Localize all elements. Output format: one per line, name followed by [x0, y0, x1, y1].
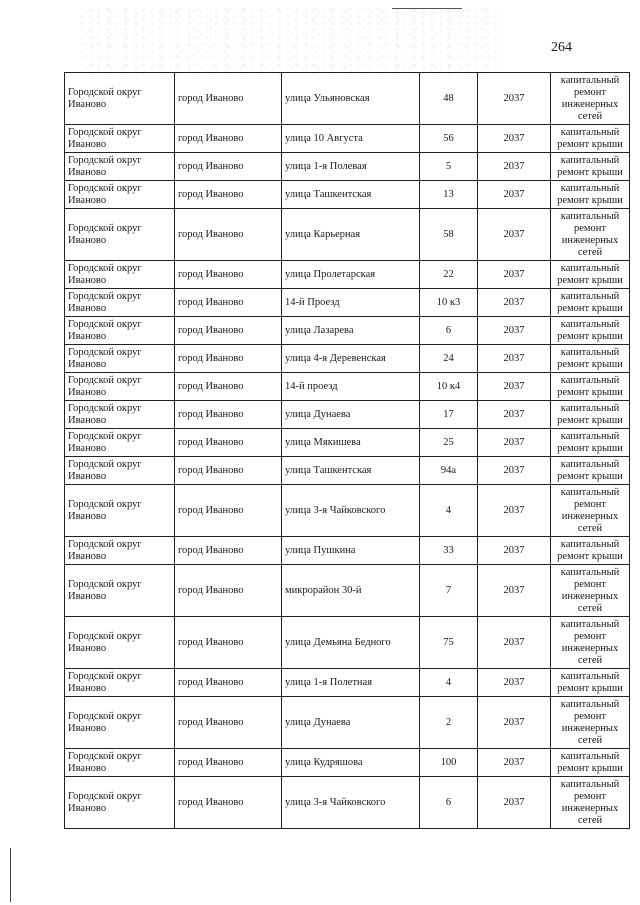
- cell-okrug: Городской округ Иваново: [65, 401, 175, 429]
- cell-house: 2: [420, 697, 478, 749]
- cell-okrug: Городской округ Иваново: [65, 317, 175, 345]
- cell-okrug: Городской округ Иваново: [65, 537, 175, 565]
- cell-work: капитальный ремонт крыши: [551, 429, 630, 457]
- cell-street: улица Кудряшова: [282, 749, 420, 777]
- cell-city: город Иваново: [175, 697, 282, 749]
- cell-house: 100: [420, 749, 478, 777]
- cell-street: улица Мякишева: [282, 429, 420, 457]
- cell-street: улица Дунаева: [282, 697, 420, 749]
- cell-street: улица Карьерная: [282, 209, 420, 261]
- cell-year: 2037: [478, 181, 551, 209]
- cell-work: капитальный ремонт крыши: [551, 181, 630, 209]
- cell-house: 58: [420, 209, 478, 261]
- table-row: [65, 429, 630, 457]
- table-row: [65, 317, 630, 345]
- cell-street: улица Ташкентская: [282, 457, 420, 485]
- cell-year: 2037: [478, 125, 551, 153]
- cell-okrug: Городской округ Иваново: [65, 73, 175, 125]
- cell-house: 24: [420, 345, 478, 373]
- cell-okrug: Городской округ Иваново: [65, 669, 175, 697]
- cell-city: город Иваново: [175, 457, 282, 485]
- cell-city: город Иваново: [175, 617, 282, 669]
- cell-house: 22: [420, 261, 478, 289]
- cell-work: капитальный ремонт инженерных сетей: [551, 565, 630, 617]
- cell-house: 7: [420, 565, 478, 617]
- table-row: [65, 153, 630, 181]
- cell-okrug: Городской округ Иваново: [65, 261, 175, 289]
- cell-house: 10 к4: [420, 373, 478, 401]
- cell-work: капитальный ремонт крыши: [551, 401, 630, 429]
- cell-city: город Иваново: [175, 261, 282, 289]
- cell-year: 2037: [478, 373, 551, 401]
- cell-okrug: Городской округ Иваново: [65, 345, 175, 373]
- cell-street: улица Дунаева: [282, 401, 420, 429]
- cell-year: 2037: [478, 317, 551, 345]
- cell-work: капитальный ремонт крыши: [551, 261, 630, 289]
- cell-work: капитальный ремонт инженерных сетей: [551, 617, 630, 669]
- cell-work: капитальный ремонт крыши: [551, 373, 630, 401]
- cell-okrug: Городской округ Иваново: [65, 777, 175, 829]
- cell-street: улица 4-я Деревенская: [282, 345, 420, 373]
- cell-year: 2037: [478, 457, 551, 485]
- cell-city: город Иваново: [175, 429, 282, 457]
- table-row: [65, 485, 630, 537]
- cell-year: 2037: [478, 345, 551, 373]
- cell-house: 48: [420, 73, 478, 125]
- cell-street: улица Ульяновская: [282, 73, 420, 125]
- table-row: [65, 261, 630, 289]
- cell-work: капитальный ремонт инженерных сетей: [551, 697, 630, 749]
- page-number: 264: [551, 40, 572, 55]
- cell-work: капитальный ремонт крыши: [551, 457, 630, 485]
- cell-okrug: Городской округ Иваново: [65, 429, 175, 457]
- cell-okrug: Городской округ Иваново: [65, 153, 175, 181]
- cell-street: улица 1-я Полевая: [282, 153, 420, 181]
- cell-okrug: Городской округ Иваново: [65, 181, 175, 209]
- scan-artifacts: [80, 8, 500, 78]
- cell-work: капитальный ремонт крыши: [551, 125, 630, 153]
- cell-year: 2037: [478, 617, 551, 669]
- table-row: [65, 373, 630, 401]
- cell-work: капитальный ремонт крыши: [551, 537, 630, 565]
- cell-house: 75: [420, 617, 478, 669]
- cell-street: улица 3-я Чайковского: [282, 777, 420, 829]
- cell-city: город Иваново: [175, 317, 282, 345]
- cell-okrug: Городской округ Иваново: [65, 617, 175, 669]
- cell-city: город Иваново: [175, 373, 282, 401]
- cell-year: 2037: [478, 73, 551, 125]
- cell-year: 2037: [478, 289, 551, 317]
- cell-city: город Иваново: [175, 401, 282, 429]
- cell-okrug: Городской округ Иваново: [65, 125, 175, 153]
- cell-street: 14-й проезд: [282, 373, 420, 401]
- cell-year: 2037: [478, 153, 551, 181]
- table-body: [65, 73, 630, 829]
- cell-year: 2037: [478, 697, 551, 749]
- cell-year: 2037: [478, 401, 551, 429]
- cell-street: улица 1-я Полетная: [282, 669, 420, 697]
- table-row: [65, 345, 630, 373]
- cell-street: улица Ташкентская: [282, 181, 420, 209]
- cell-city: город Иваново: [175, 669, 282, 697]
- cell-house: 5: [420, 153, 478, 181]
- cell-year: 2037: [478, 209, 551, 261]
- cell-city: город Иваново: [175, 209, 282, 261]
- cell-house: 4: [420, 485, 478, 537]
- cell-year: 2037: [478, 669, 551, 697]
- cell-street: 14-й Проезд: [282, 289, 420, 317]
- table-row: [65, 669, 630, 697]
- cell-street: улица 10 Августа: [282, 125, 420, 153]
- margin-line: [10, 848, 11, 902]
- table-row: [65, 289, 630, 317]
- table-row: [65, 181, 630, 209]
- cell-okrug: Городской округ Иваново: [65, 457, 175, 485]
- cell-okrug: Городской округ Иваново: [65, 209, 175, 261]
- cell-house: 94а: [420, 457, 478, 485]
- table-row: [65, 697, 630, 749]
- cell-work: капитальный ремонт инженерных сетей: [551, 209, 630, 261]
- housing-repair-table: [64, 72, 630, 829]
- cell-year: 2037: [478, 485, 551, 537]
- cell-city: город Иваново: [175, 289, 282, 317]
- cell-okrug: Городской округ Иваново: [65, 697, 175, 749]
- cell-house: 56: [420, 125, 478, 153]
- cell-house: 13: [420, 181, 478, 209]
- cell-city: город Иваново: [175, 485, 282, 537]
- cell-okrug: Городской округ Иваново: [65, 289, 175, 317]
- cell-okrug: Городской округ Иваново: [65, 565, 175, 617]
- table-row: [65, 749, 630, 777]
- cell-year: 2037: [478, 429, 551, 457]
- cell-house: 25: [420, 429, 478, 457]
- cell-work: капитальный ремонт крыши: [551, 345, 630, 373]
- cell-okrug: Городской округ Иваново: [65, 373, 175, 401]
- cell-year: 2037: [478, 777, 551, 829]
- cell-work: капитальный ремонт крыши: [551, 153, 630, 181]
- cell-work: капитальный ремонт крыши: [551, 317, 630, 345]
- cell-house: 17: [420, 401, 478, 429]
- cell-street: улица Лазарева: [282, 317, 420, 345]
- table-row: [65, 209, 630, 261]
- cell-street: улица 3-я Чайковского: [282, 485, 420, 537]
- table-row: [65, 617, 630, 669]
- cell-city: город Иваново: [175, 749, 282, 777]
- table-row: [65, 457, 630, 485]
- cell-city: город Иваново: [175, 565, 282, 617]
- cell-city: город Иваново: [175, 153, 282, 181]
- table-row: [65, 401, 630, 429]
- cell-street: улица Пролетарская: [282, 261, 420, 289]
- cell-city: город Иваново: [175, 125, 282, 153]
- cell-work: капитальный ремонт крыши: [551, 289, 630, 317]
- cell-okrug: Городской округ Иваново: [65, 485, 175, 537]
- cell-work: капитальный ремонт крыши: [551, 669, 630, 697]
- cell-street: микрорайон 30-й: [282, 565, 420, 617]
- cell-city: город Иваново: [175, 73, 282, 125]
- cell-house: 4: [420, 669, 478, 697]
- cell-city: город Иваново: [175, 345, 282, 373]
- table-row: [65, 537, 630, 565]
- top-rule: [392, 8, 462, 9]
- cell-house: 33: [420, 537, 478, 565]
- cell-city: город Иваново: [175, 537, 282, 565]
- cell-work: капитальный ремонт инженерных сетей: [551, 73, 630, 125]
- cell-street: улица Демьяна Бедного: [282, 617, 420, 669]
- table-row: [65, 73, 630, 125]
- cell-work: капитальный ремонт инженерных сетей: [551, 485, 630, 537]
- cell-year: 2037: [478, 261, 551, 289]
- cell-street: улица Пушкина: [282, 537, 420, 565]
- table-row: [65, 125, 630, 153]
- cell-year: 2037: [478, 749, 551, 777]
- cell-house: 10 к3: [420, 289, 478, 317]
- cell-city: город Иваново: [175, 777, 282, 829]
- table-row: [65, 565, 630, 617]
- table-row: [65, 777, 630, 829]
- cell-year: 2037: [478, 537, 551, 565]
- cell-house: 6: [420, 317, 478, 345]
- cell-year: 2037: [478, 565, 551, 617]
- cell-okrug: Городской округ Иваново: [65, 749, 175, 777]
- cell-house: 6: [420, 777, 478, 829]
- cell-work: капитальный ремонт крыши: [551, 749, 630, 777]
- cell-work: капитальный ремонт инженерных сетей: [551, 777, 630, 829]
- cell-city: город Иваново: [175, 181, 282, 209]
